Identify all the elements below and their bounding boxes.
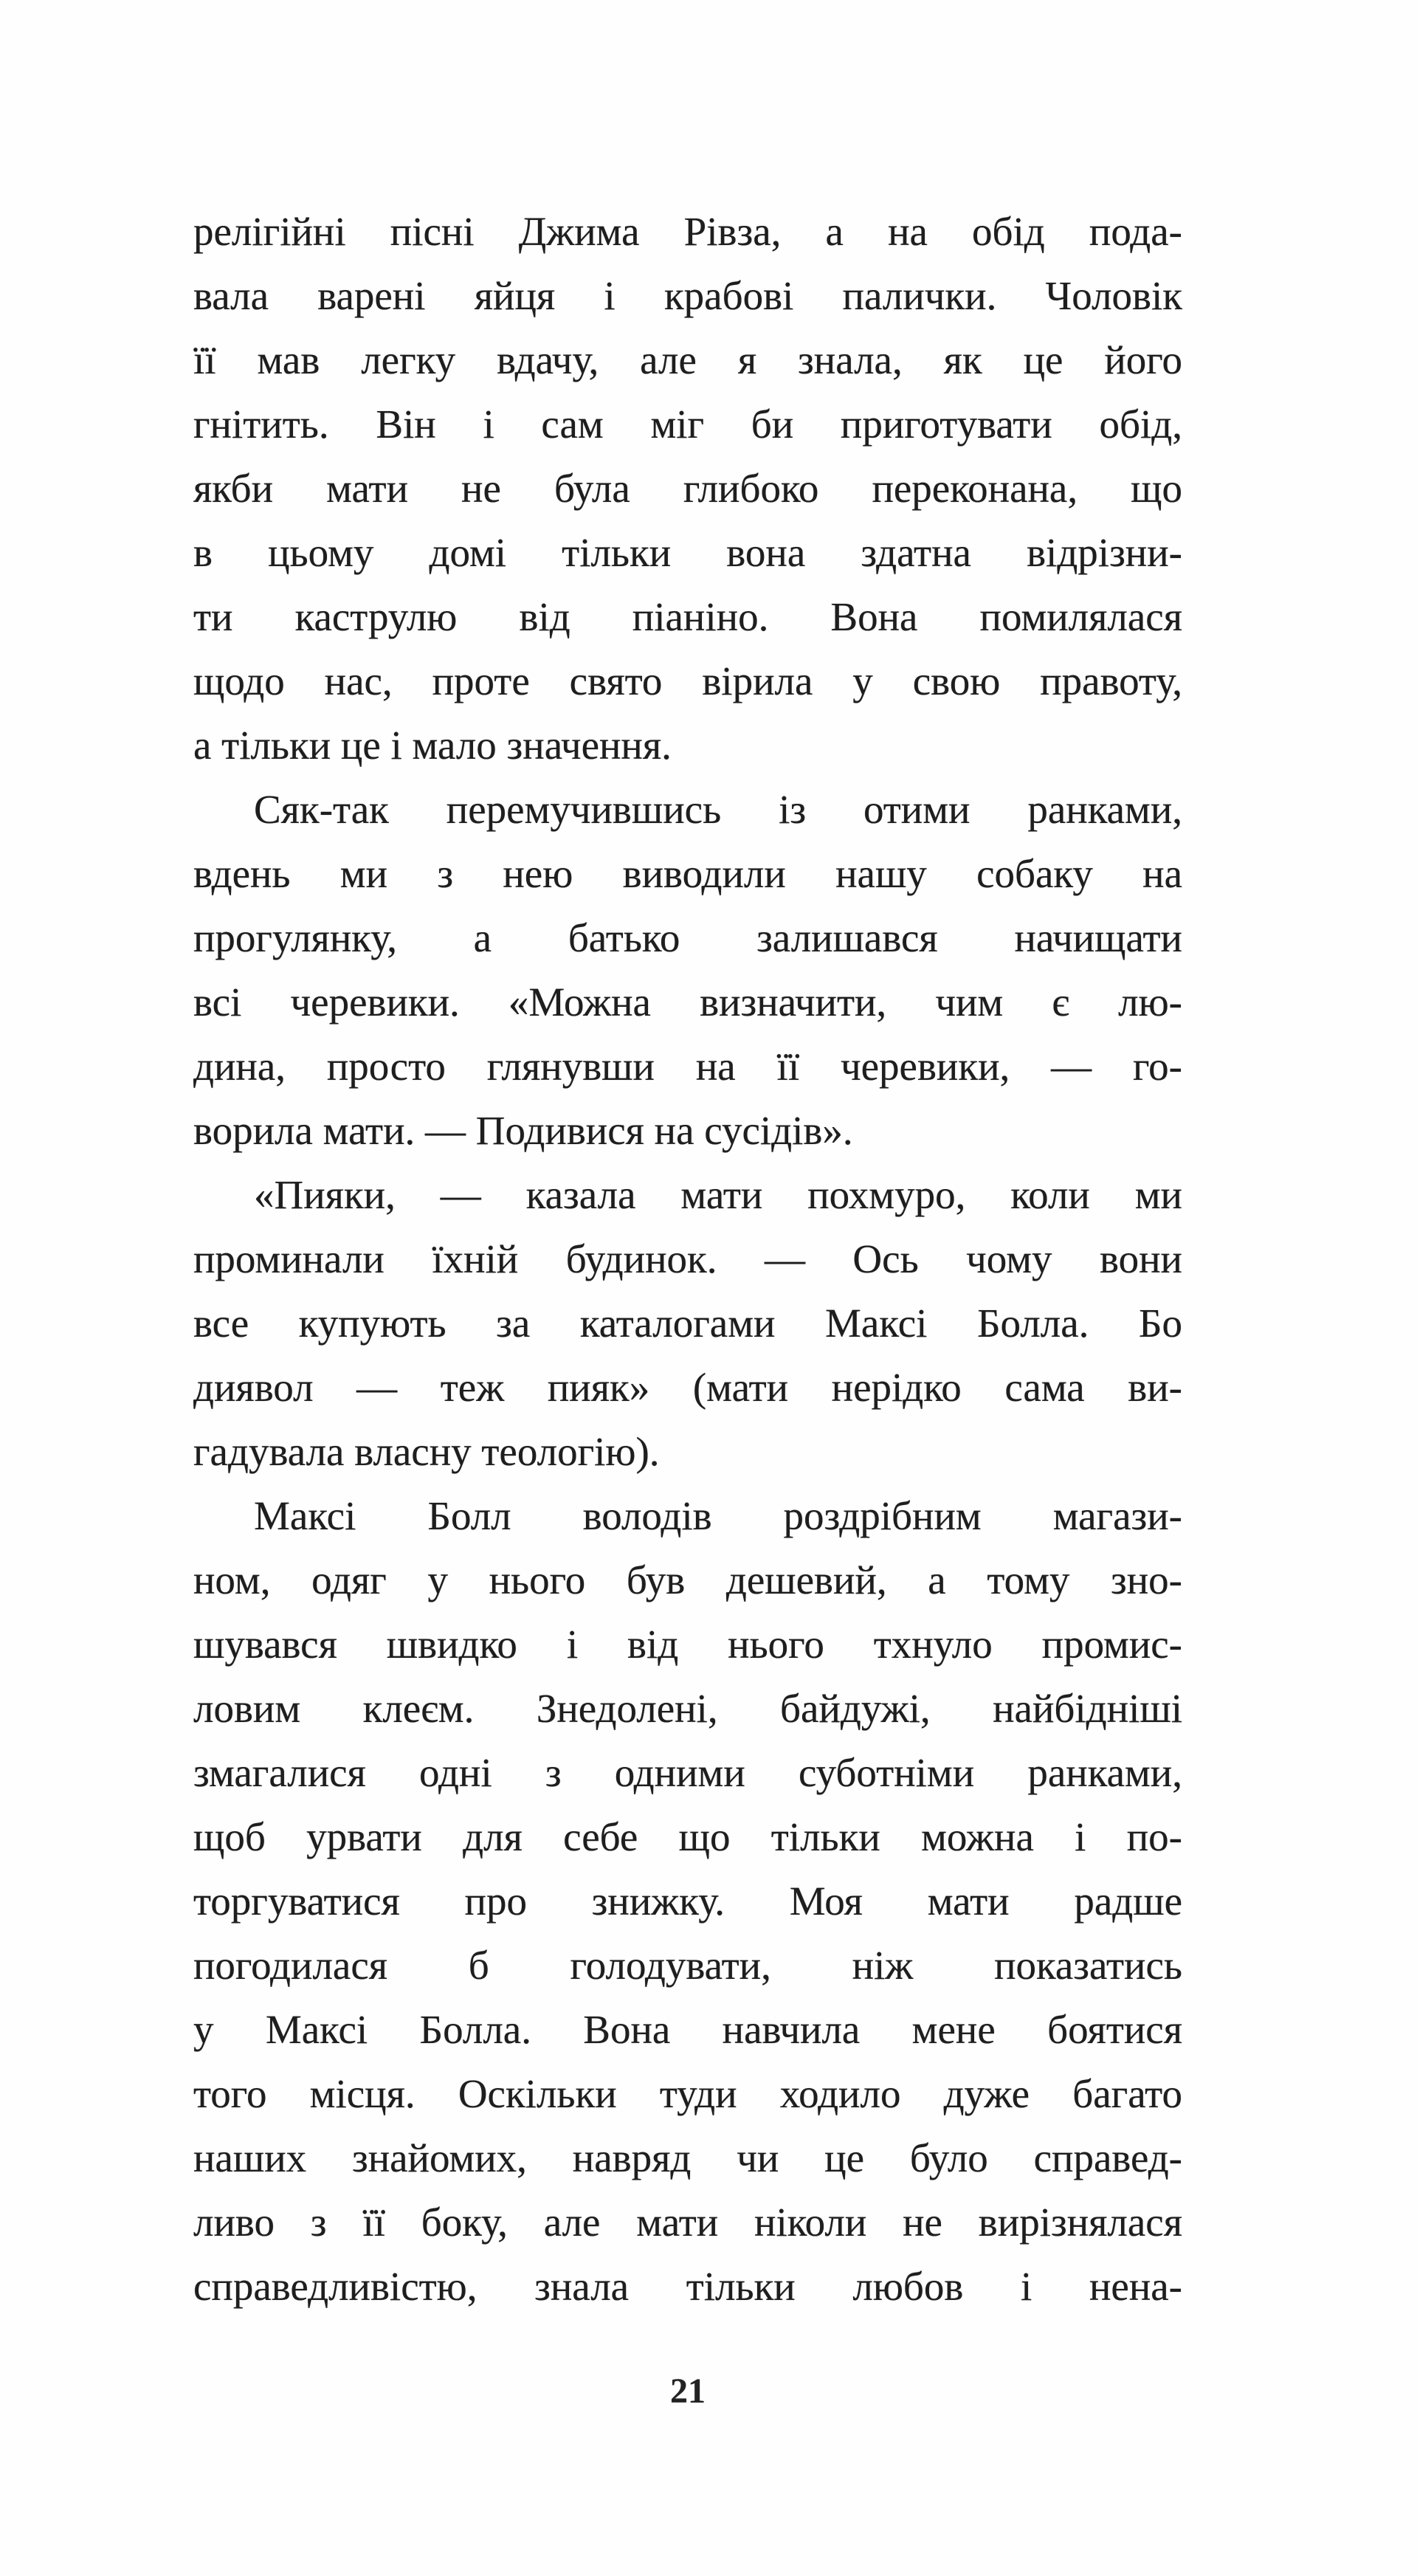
text-line: її мав легку вдачу, але я знала, як це його	[193, 337, 1182, 382]
text-line: все купують за каталогами Максі Болла. Бо	[193, 1301, 1182, 1346]
text-line: проминали їхній будинок. — Ось чому вони	[193, 1236, 1182, 1281]
text-line: гадувала власну теологію).	[193, 1429, 660, 1474]
text-line: торгуватися про знижку. Моя мати радше	[193, 1878, 1182, 1924]
text-line: вдень ми з нею виводили нашу собаку на	[193, 851, 1182, 896]
text-line: Сяк-так перемучившись із отими ранками,	[254, 787, 1182, 832]
text-line: Максі Болл володів роздрібним магази-	[254, 1493, 1182, 1538]
text-line: диявол — теж пияк» (мати нерідко сама ви-	[193, 1365, 1182, 1410]
text-line: «Пияки, — казала мати похмуро, коли ми	[254, 1172, 1182, 1217]
page-text	[193, 199, 1182, 2318]
text-line: наших знайомих, навряд чи це було справед-	[193, 2135, 1182, 2180]
page-number: 21	[670, 2372, 706, 2411]
text-line: щоб урвати для себе що тільки можна і по-	[193, 1814, 1182, 1859]
text-line: а тільки це і мало значення.	[193, 723, 672, 768]
text-line: того місця. Оскільки туди ходило дуже багато	[193, 2071, 1182, 2116]
text-line: релігійні пісні Джима Рівза, а на обід пода-	[193, 209, 1182, 254]
text-line: прогулянку, а батько залишався начищати	[193, 915, 1182, 960]
text-line: якби мати не була глибоко переконана, що	[193, 466, 1182, 511]
text-line: гнітить. Він і сам міг би приготувати обід,	[193, 402, 1182, 447]
text-line: погодилася б голодувати, ніж показатись	[193, 1943, 1182, 1988]
text-line: ливо з її боку, але мати ніколи не вирізнялася	[193, 2200, 1182, 2245]
text-line: ном, одяг у нього був дешевий, а тому зно-	[193, 1557, 1182, 1602]
text-line: ти каструлю від піаніно. Вона помилялася	[193, 594, 1182, 639]
text-line: справедливістю, знала тільки любов і нена-	[193, 2264, 1182, 2309]
text-line: дина, просто глянувши на її черевики, — го-	[193, 1044, 1182, 1089]
text-line: шувався швидко і від нього тхнуло промис-	[193, 1622, 1182, 1667]
text-line: всі черевики. «Можна визначити, чим є лю-	[193, 979, 1182, 1024]
text-line: у Максі Болла. Вона навчила мене боятися	[193, 2007, 1182, 2052]
text-line: вала варені яйця і крабові палички. Чоловік	[193, 273, 1182, 318]
text-line: змагалися одні з одними суботніми ранками,	[193, 1750, 1182, 1795]
text-line: ворила мати. — Подивися на сусідів».	[193, 1108, 853, 1153]
text-line: щодо нас, проте свято вірила у свою правоту,	[193, 658, 1182, 703]
text-line: в цьому домі тільки вона здатна відрізни-	[193, 530, 1182, 575]
text-line: ловим клеєм. Знедолені, байдужі, найбідніші	[193, 1686, 1182, 1731]
